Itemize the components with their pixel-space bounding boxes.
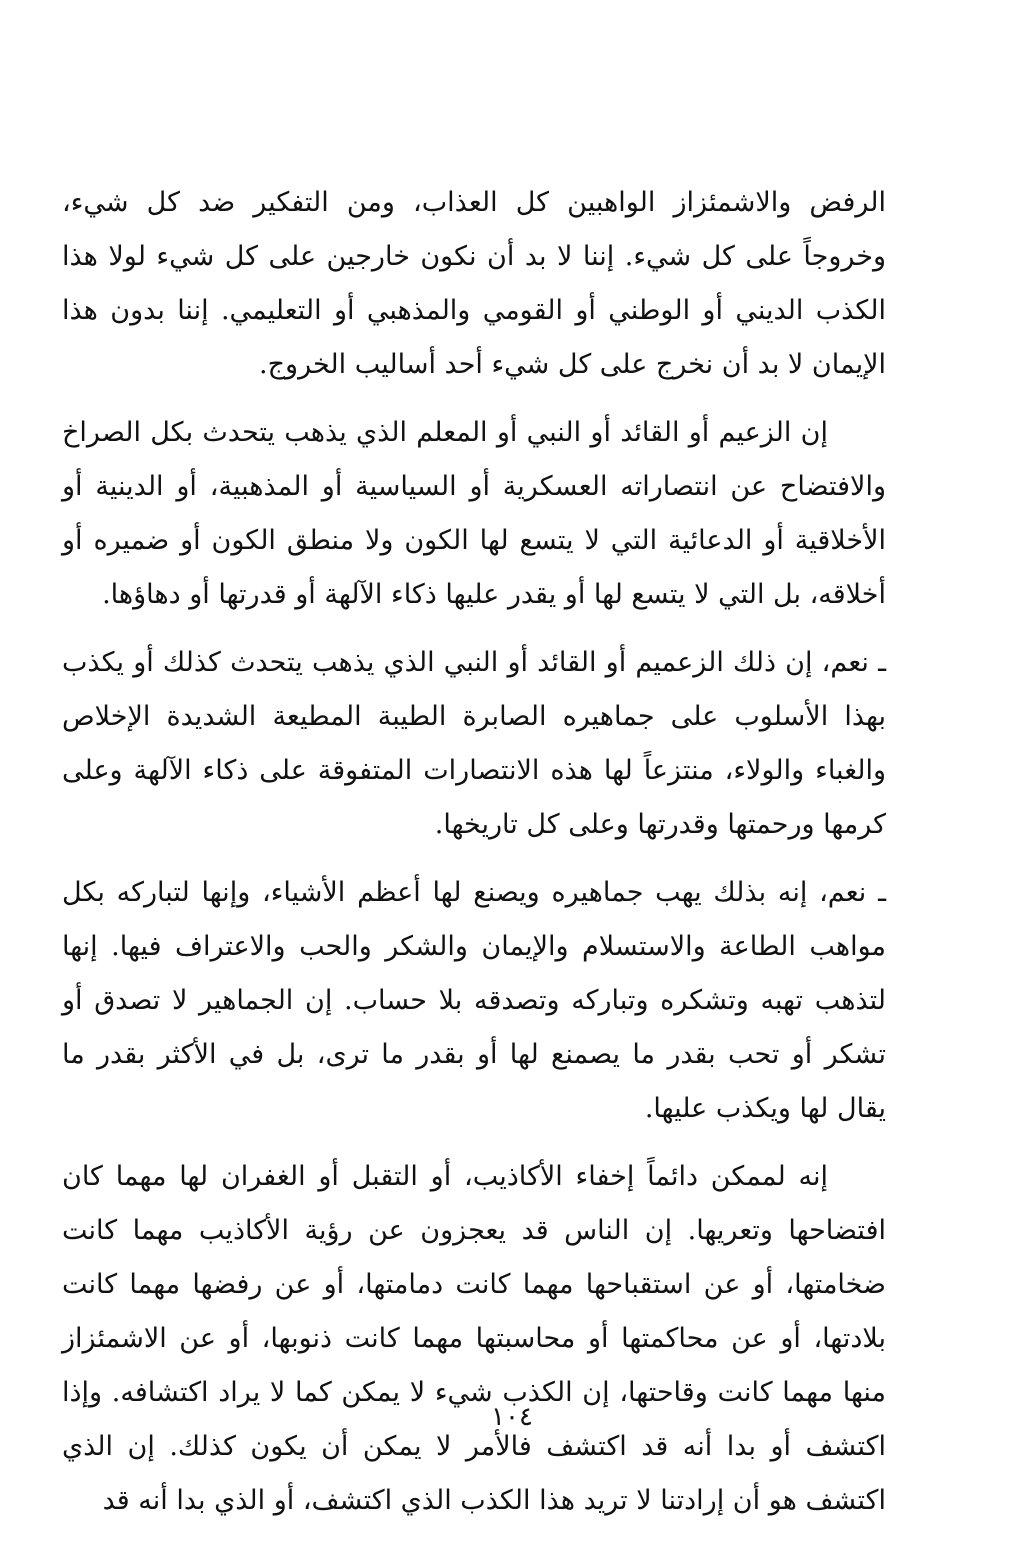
page-number: ١٠٤ [491, 1402, 533, 1432]
paragraph-1: الرفض والاشمئزاز الواهبين كل العذاب، ومن التفكير ضد كل شيء، وخروجاً على كل شيء. إننا لا بد أن نكون خارجين على كل شيء لولا هذا الكذب الديني أو الوطني أو القومي والمذهبي أو التعليمي. إننا بدون هذا الإيمان لا بد أن نخرج على كل شيء أحد أساليب الخروج. [62, 187, 886, 380]
paragraph-5: إنه لممكن دائماً إخفاء الأكاذيب، أو التقبل أو الغفران لها مهما كان افتضاحها وتعريها. إن الناس قد يعجزون عن رؤية الأكاذيب مهما كانت ضخامتها، أو عن استقباحها مهما كانت دمامتها، أو عن رفضها مهما كانت بلادتها، أو عن محاكمتها أو محاسبتها مهما كانت ذنوبها، أو عن الاشمئزاز منها مهما كانت وقاحتها، إن الكذب شيء لا يمكن كما لا يراد اكتشافه. وإذا اكتشف أو بدا أنه قد اكتشف فالأمر لا يمكن أن يكون كذلك. إن الذي اكتشف هو أن إرادتنا لا تريد هذا الكذب الذي اكتشف، أو الذي بدا أنه قد [62, 1161, 886, 1516]
page-body [62, 176, 886, 1542]
paragraph-4: ـ نعم، إنه بذلك يهب جماهيره ويصنع لها أعظم الأشياء، وإنها لتباركه بكل مواهب الطاعة والاستسلام والإيمان والشكر والحب والاعتراف فيها. إنها لتذهب تهبه وتشكره وتباركه وتصدقه بلا حساب. إن الجماهير لا تصدق أو تشكر أو تحب بقدر ما يصمنع لها أو بقدر ما ترى، بل في الأكثر بقدر ما يقال لها ويكذب عليها. [62, 877, 886, 1124]
paragraph-3: ـ نعم، إن ذلك الزعميم أو القائد أو النبي الذي يذهب يتحدث كذلك أو يكذب بهذا الأسلوب على جماهيره الصابرة الطيبة المطيعة الشديدة الإخلاص والغباء والولاء، منتزعاً لها هذه الانتصارات المتفوقة على ذكاء الآلهة وعلى كرمها ورحمتها وقدرتها وعلى كل تاريخها. [62, 647, 886, 840]
paragraph-2: إن الزعيم أو القائد أو النبي أو المعلم الذي يذهب يتحدث بكل الصراخ والافتضاح عن انتصاراته العسكرية أو السياسية أو المذهبية، أو الدينية أو الأخلاقية أو الدعائية التي لا يتسع لها الكون ولا منطق الكون أو ضميره أو أخلاقه، بل التي لا يتسع لها أو يقدر عليها ذكاء الآلهة أو قدرتها أو دهاؤها. [62, 417, 886, 610]
